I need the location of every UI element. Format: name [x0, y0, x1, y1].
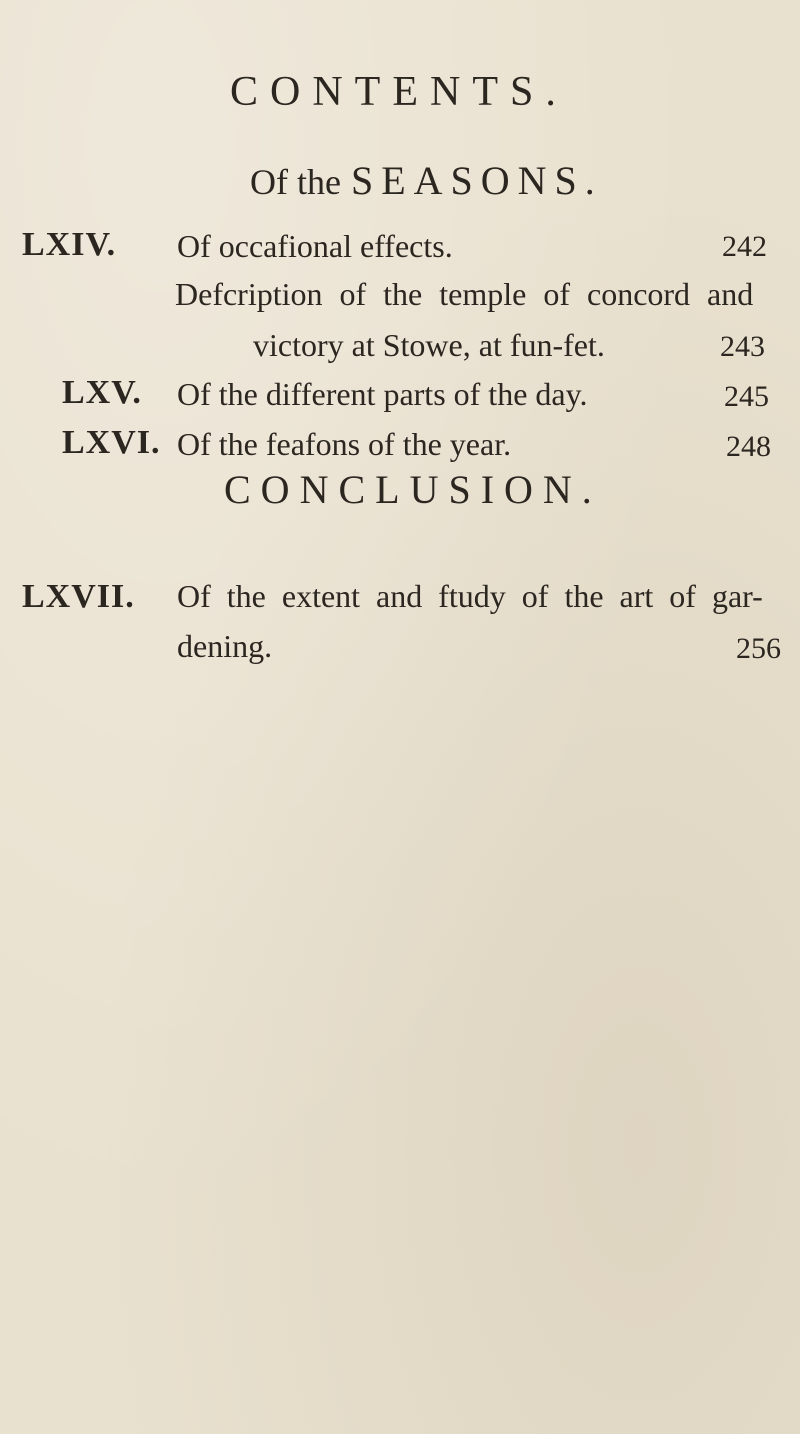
entry-title: Of the extent and ftudy of the art of gar- — [177, 578, 763, 614]
entry-numeral: LXVII. — [22, 578, 135, 615]
entry-page-number: 242 — [722, 230, 767, 263]
entry-title: Of the feafons of the year. — [177, 426, 512, 462]
running-head: CONTENTS. — [230, 69, 568, 115]
entry-page-number: 256 — [736, 632, 781, 665]
entry-title: Defcription of the temple of concord and — [175, 276, 754, 312]
entry-page-number: 248 — [726, 430, 771, 463]
entry-numeral: LXV. — [62, 374, 142, 411]
section-heading-prefix: Of the — [250, 162, 341, 202]
entry-numeral: LXIV. — [22, 226, 117, 263]
section-heading-title: SEASONS. — [350, 158, 603, 203]
entry-page-number: 243 — [720, 330, 765, 363]
entry-title-continuation: victory at Stowe, at fun-fet. — [253, 327, 605, 363]
entry-title-continuation: dening. — [177, 628, 273, 664]
conclusion-heading: CONCLUSION. — [224, 467, 602, 512]
section-heading — [250, 157, 603, 204]
entry-title: Of occafional effects. — [177, 228, 453, 264]
entry-numeral: LXVI. — [62, 424, 161, 461]
entry-title: Of the different parts of the day. — [177, 376, 588, 412]
entry-page-number: 245 — [724, 380, 769, 413]
